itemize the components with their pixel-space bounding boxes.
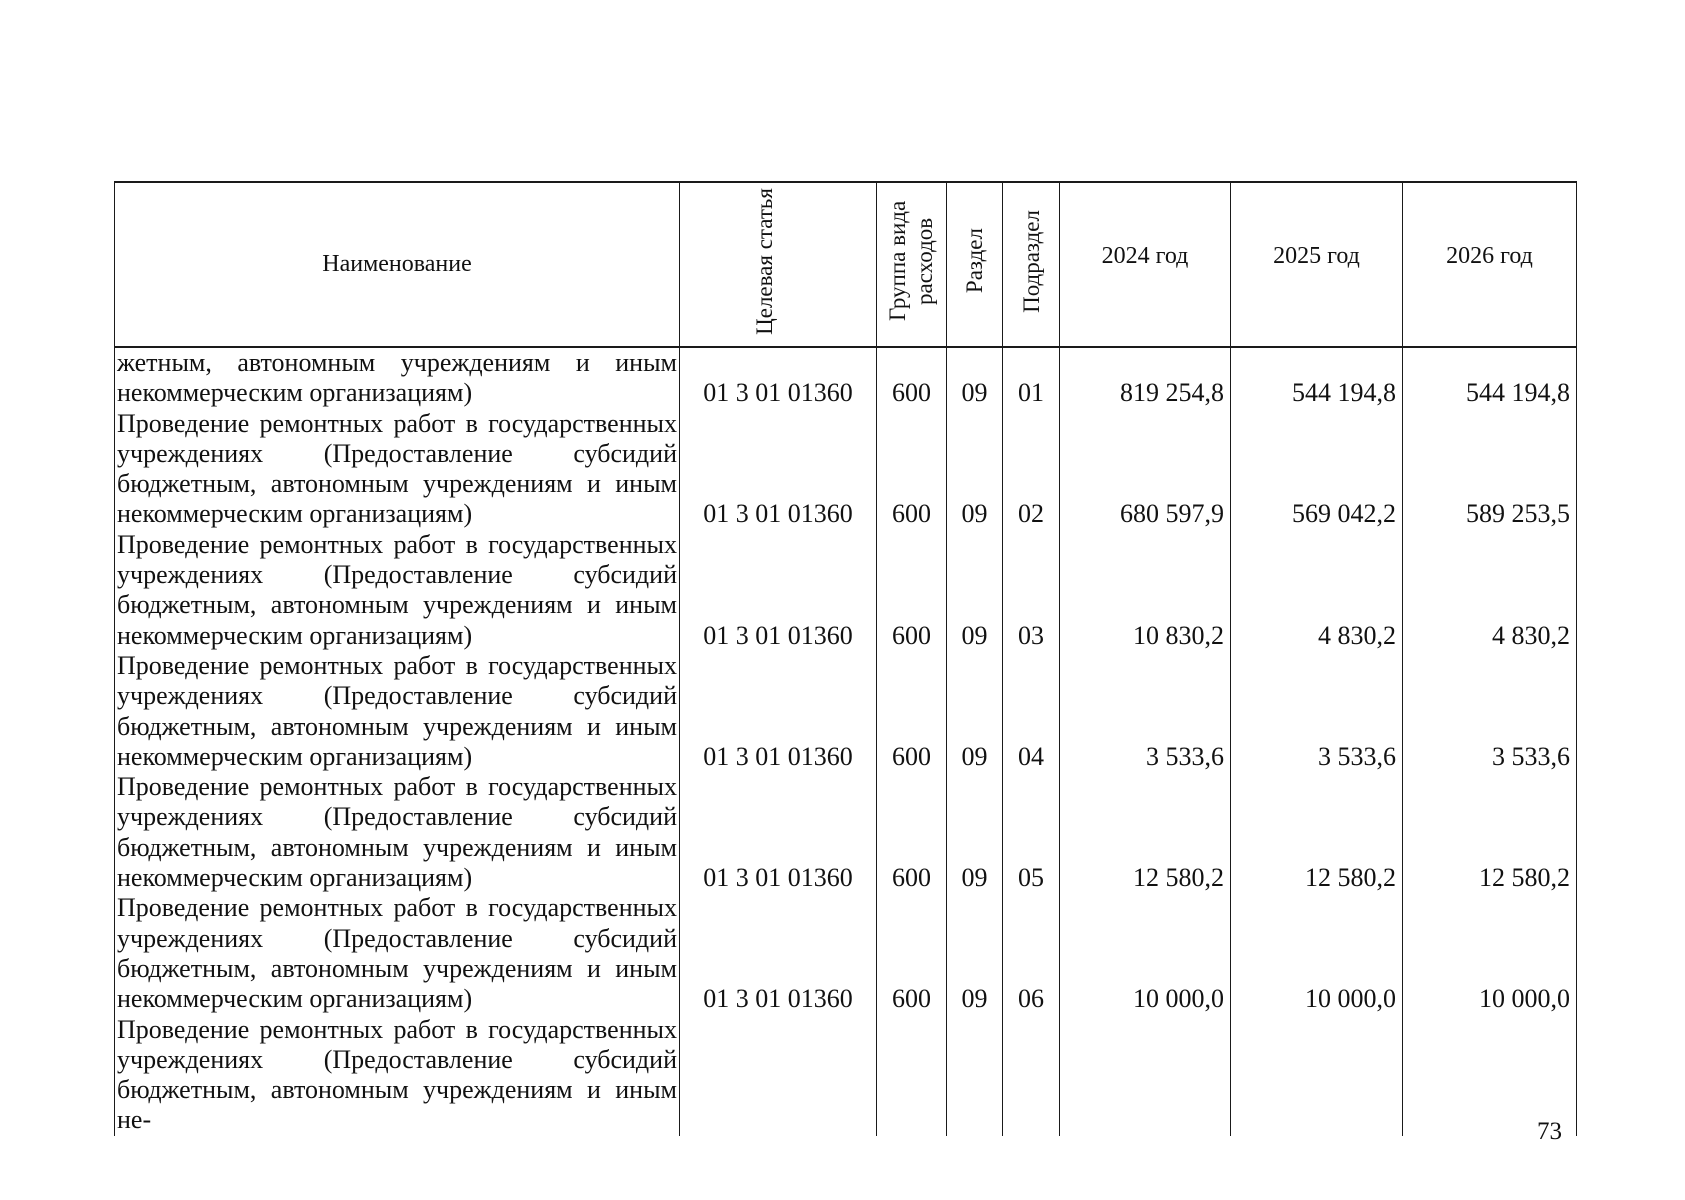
row-target-item: 01 3 01 01360 [680, 651, 877, 772]
row-name: Проведение ремонтных работ в государственных учреждениях (Предоставление субсидий бюджетным, автономным учреждениям и иным некоммерческим организациям) [115, 651, 680, 772]
row-amount-2024: 819 254,8 [1060, 347, 1231, 409]
row-section: 09 [947, 893, 1003, 1014]
row-amount-2024: 10 830,2 [1060, 530, 1231, 651]
row-amount-2024: 3 533,6 [1060, 651, 1231, 772]
header-year-2024-label: 2024 год [1101, 243, 1189, 269]
page-number: 73 [1537, 1118, 1562, 1145]
header-year-2026-label: 2026 год [1446, 243, 1533, 269]
row-section: 09 [947, 530, 1003, 651]
header-expense-group [877, 182, 947, 347]
row-subsection: 04 [1003, 651, 1060, 772]
row-amount-2025 [1231, 1015, 1403, 1136]
row-subsection: 01 [1003, 347, 1060, 409]
row-amount-2026: 544 194,8 [1403, 347, 1577, 409]
row-subsection: 06 [1003, 893, 1060, 1014]
row-amount-2025: 4 830,2 [1231, 530, 1403, 651]
row-section: 09 [947, 347, 1003, 409]
header-year-2024 [1060, 182, 1231, 347]
row-target-item: 01 3 01 01360 [680, 409, 877, 530]
header-section-label: Раздел [962, 228, 987, 294]
row-amount-2025: 3 533,6 [1231, 651, 1403, 772]
row-section: 09 [947, 772, 1003, 893]
row-amount-2025: 569 042,2 [1231, 409, 1403, 530]
row-amount-2026: 589 253,5 [1403, 409, 1577, 530]
row-amount-2026: 4 830,2 [1403, 530, 1577, 651]
table-row [115, 347, 1577, 409]
row-subsection: 02 [1003, 409, 1060, 530]
row-target-item: 01 3 01 01360 [680, 772, 877, 893]
row-amount-2024: 680 597,9 [1060, 409, 1231, 530]
row-expense-group: 600 [877, 409, 947, 530]
table-header-row [115, 182, 1577, 347]
row-name: Проведение ремонтных работ в государственных учреждениях (Предоставление субсидий бюджетным, автономным учреждениям и иным некоммерческим организациям) [115, 772, 680, 893]
row-name: жетным, автономным учреждениям и иным некоммерческим организациям) [115, 347, 680, 409]
header-name [115, 182, 680, 347]
row-amount-2026: 10 000,0 [1403, 893, 1577, 1014]
table-row [115, 651, 1577, 772]
header-section [947, 182, 1003, 347]
row-amount-2025: 12 580,2 [1231, 772, 1403, 893]
budget-table [114, 181, 1577, 1136]
row-target-item [680, 1015, 877, 1136]
row-amount-2025: 544 194,8 [1231, 347, 1403, 409]
header-year-2025-label: 2025 год [1273, 243, 1360, 269]
table-row [115, 893, 1577, 1014]
header-year-2026 [1403, 182, 1577, 347]
row-target-item: 01 3 01 01360 [680, 347, 877, 409]
header-expense-group-label: Группа вида расходов [884, 200, 937, 322]
row-name: Проведение ремонтных работ в государственных учреждениях (Предоставление субсидий бюджетным, автономным учреждениям и иным не- [115, 1015, 680, 1136]
header-target-item [680, 182, 877, 347]
row-target-item: 01 3 01 01360 [680, 893, 877, 1014]
row-subsection [1003, 1015, 1060, 1136]
table-row [115, 409, 1577, 530]
row-name: Проведение ремонтных работ в государственных учреждениях (Предоставление субсидий бюджетным, автономным учреждениям и иным некоммерческим организациям) [115, 893, 680, 1014]
row-expense-group: 600 [877, 893, 947, 1014]
header-subsection-label: Подраздел [1018, 209, 1044, 313]
header-subsection [1003, 182, 1060, 347]
row-amount-2026: 12 580,2 [1403, 772, 1577, 893]
row-section [947, 1015, 1003, 1136]
row-expense-group: 600 [877, 772, 947, 893]
row-name: Проведение ремонтных работ в государственных учреждениях (Предоставление субсидий бюджетным, автономным учреждениям и иным некоммерческим организациям) [115, 530, 680, 651]
row-amount-2024: 12 580,2 [1060, 772, 1231, 893]
header-year-2025 [1231, 182, 1403, 347]
row-amount-2024 [1060, 1015, 1231, 1136]
row-section: 09 [947, 651, 1003, 772]
row-expense-group: 600 [877, 530, 947, 651]
row-section: 09 [947, 409, 1003, 530]
row-expense-group: 600 [877, 347, 947, 409]
header-name-label: Наименование [322, 251, 472, 277]
table-row [115, 1015, 1577, 1136]
header-target-item-label: Целевая статья [752, 187, 777, 335]
row-amount-2026: 3 533,6 [1403, 651, 1577, 772]
table-row [115, 530, 1577, 651]
row-expense-group [877, 1015, 947, 1136]
table-row [115, 772, 1577, 893]
row-expense-group: 600 [877, 651, 947, 772]
row-amount-2025: 10 000,0 [1231, 893, 1403, 1014]
row-name: Проведение ремонтных работ в государственных учреждениях (Предоставление субсидий бюджетным, автономным учреждениям и иным некоммерческим организациям) [115, 409, 680, 530]
row-subsection: 03 [1003, 530, 1060, 651]
row-subsection: 05 [1003, 772, 1060, 893]
row-amount-2024: 10 000,0 [1060, 893, 1231, 1014]
row-target-item: 01 3 01 01360 [680, 530, 877, 651]
